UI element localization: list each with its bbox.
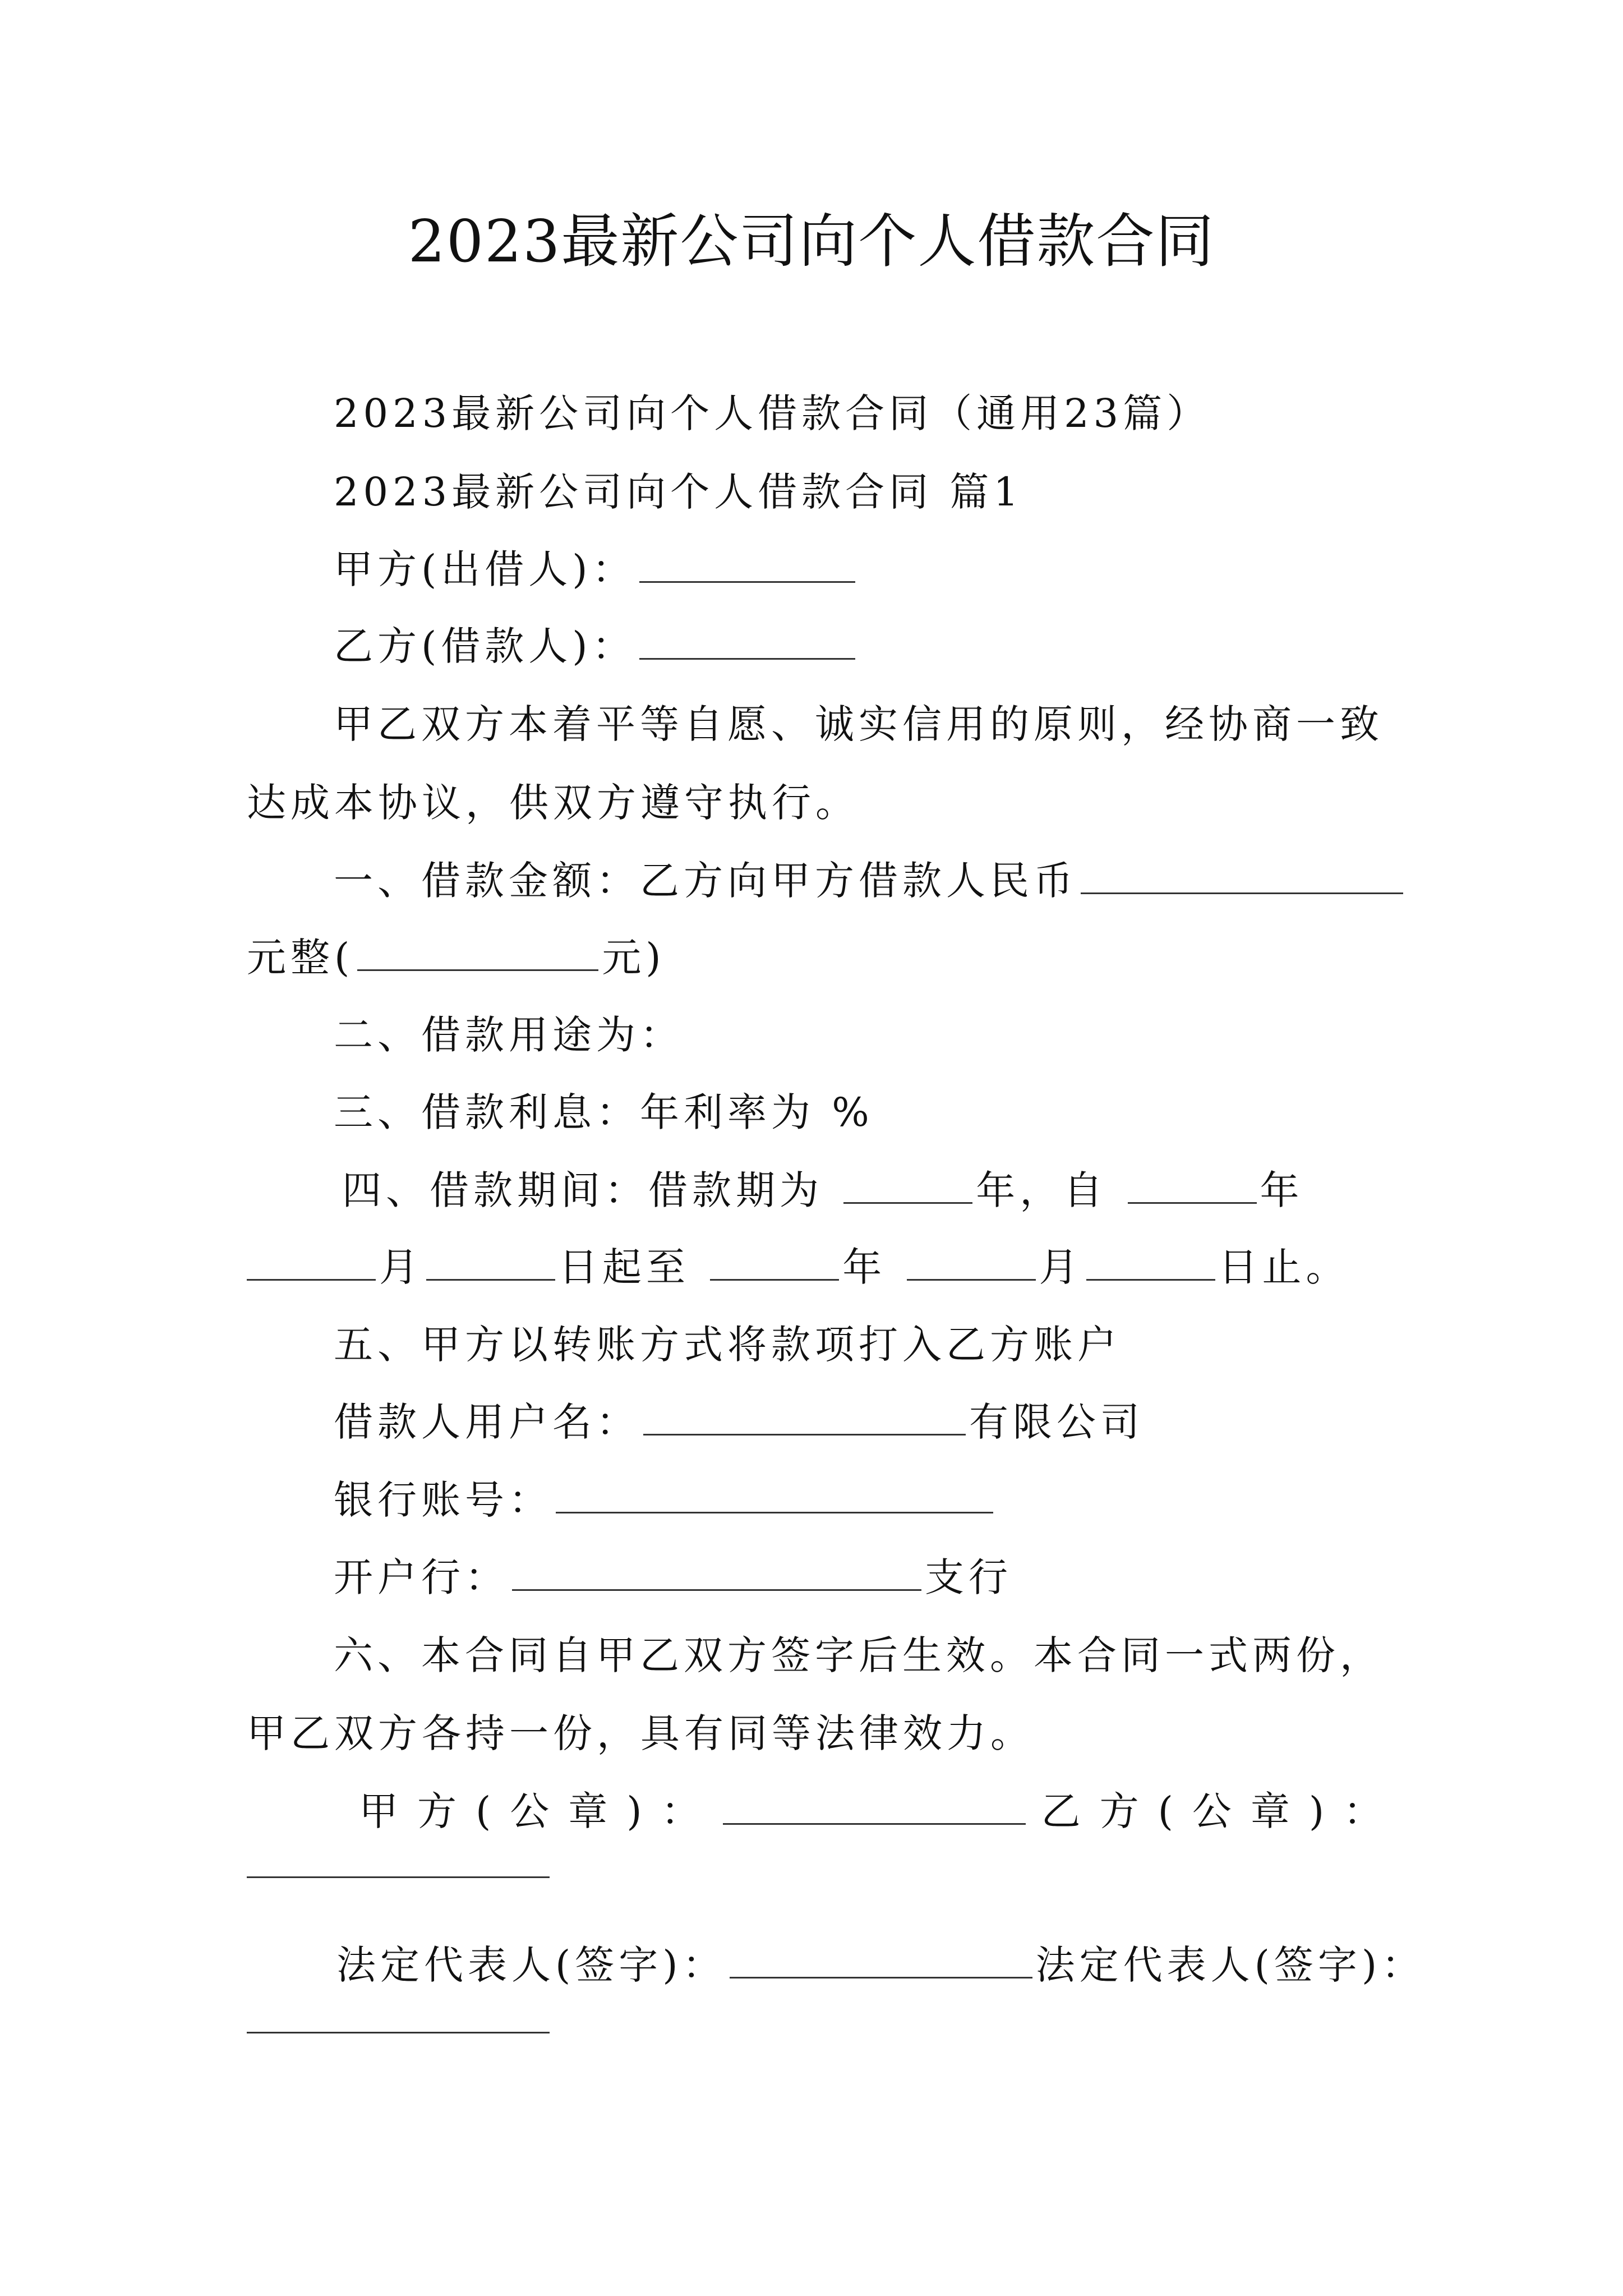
- party-a-line: [334, 544, 859, 595]
- clause5-text: 五、甲方以转账方式将款项打入乙方账户: [334, 1322, 1121, 1368]
- account-name-suffix: 有限公司: [969, 1399, 1144, 1445]
- clause4-end-month-label: 月: [1039, 1244, 1083, 1290]
- clause4-prefix: 四、借款期间：借款期为: [342, 1167, 823, 1213]
- account-name-line: [334, 1397, 1144, 1447]
- loan-amount-figure-blank: [357, 935, 598, 971]
- principle-line-1: 甲乙双方本着平等自愿、诚实信用的原则，经协商一致: [334, 701, 1384, 747]
- bank-account-line: [334, 1475, 997, 1525]
- document-intro: 2023最新公司向个人借款合同（通用23篇）: [334, 390, 1211, 436]
- clause4-line-2: [247, 1242, 1350, 1292]
- seal-b-label: 乙方(公章)：: [1041, 1788, 1402, 1834]
- principle-line-2: 达成本协议，供双方遵守执行。: [247, 780, 859, 826]
- bank-branch-line: [334, 1552, 1012, 1603]
- representative-line: [336, 1940, 1425, 1990]
- loan-amount-blank: [1081, 858, 1403, 894]
- section-heading: 2023最新公司向个人借款合同 篇1: [334, 469, 1023, 515]
- seal-line: [359, 1786, 1401, 1837]
- page-title: 2023最新公司向个人借款合同: [408, 207, 1215, 275]
- rep-a-label: 法定代表人(签字)：: [336, 1942, 726, 1988]
- party-a-blank: [639, 546, 855, 583]
- clause3-text: 三、借款利息：年利率为 %: [334, 1089, 874, 1135]
- bank-branch-label: 开户行：: [334, 1554, 509, 1600]
- start-month-blank: [247, 1244, 376, 1281]
- clause4-line-1: [342, 1165, 1304, 1216]
- end-year-blank: [710, 1244, 839, 1281]
- rep-a-blank: [730, 1942, 1032, 1978]
- clause4-month-label: 月: [379, 1244, 423, 1290]
- party-b-label: 乙方(借款人)：: [334, 623, 636, 669]
- bank-branch-suffix: 支行: [925, 1554, 1012, 1600]
- clause6-line-2: 甲乙双方各持一份，具有同等法律效力。: [247, 1710, 1034, 1756]
- clause2-text: 二、借款用途为：: [334, 1012, 684, 1058]
- clause1-line-2: [247, 932, 666, 983]
- loan-term-blank: [843, 1167, 972, 1204]
- clause4-end-label: 日止。: [1218, 1244, 1350, 1290]
- clause1-line-1: [334, 855, 1407, 906]
- seal-a-label: 甲方(公章)：: [359, 1788, 720, 1834]
- seal-a-blank: [723, 1788, 1026, 1825]
- rep-b-label: 法定代表人(签字)：: [1035, 1942, 1426, 1988]
- clause1-suffix: 元): [602, 935, 666, 981]
- bank-branch-blank: [512, 1554, 921, 1591]
- clause4-from-label: 日起至: [559, 1244, 690, 1290]
- clause4-year-label: 年: [1260, 1167, 1304, 1213]
- party-b-blank: [639, 623, 855, 660]
- account-name-label: 借款人用户名：: [334, 1399, 640, 1445]
- clause4-end-year-label: 年: [842, 1244, 887, 1290]
- seal-b-blank: [247, 1876, 550, 1878]
- end-month-blank: [907, 1244, 1036, 1281]
- clause4-year-from: 年，自: [976, 1167, 1108, 1213]
- party-b-line: [334, 621, 859, 671]
- start-day-blank: [426, 1244, 555, 1281]
- clause1-label: 一、借款金额：乙方向甲方借款人民币: [334, 858, 1077, 904]
- party-a-label: 甲方(出借人)：: [334, 546, 636, 592]
- bank-account-label: 银行账号：: [334, 1477, 552, 1523]
- bank-account-blank: [556, 1477, 993, 1513]
- end-day-blank: [1086, 1244, 1215, 1281]
- clause1-prefix: 元整(: [247, 935, 354, 981]
- start-year-blank: [1128, 1167, 1257, 1204]
- rep-b-blank: [247, 2032, 550, 2033]
- clause6-line-1: 六、本合同自甲乙双方签字后生效。本合同一式两份，: [334, 1632, 1384, 1678]
- account-name-blank: [643, 1399, 966, 1435]
